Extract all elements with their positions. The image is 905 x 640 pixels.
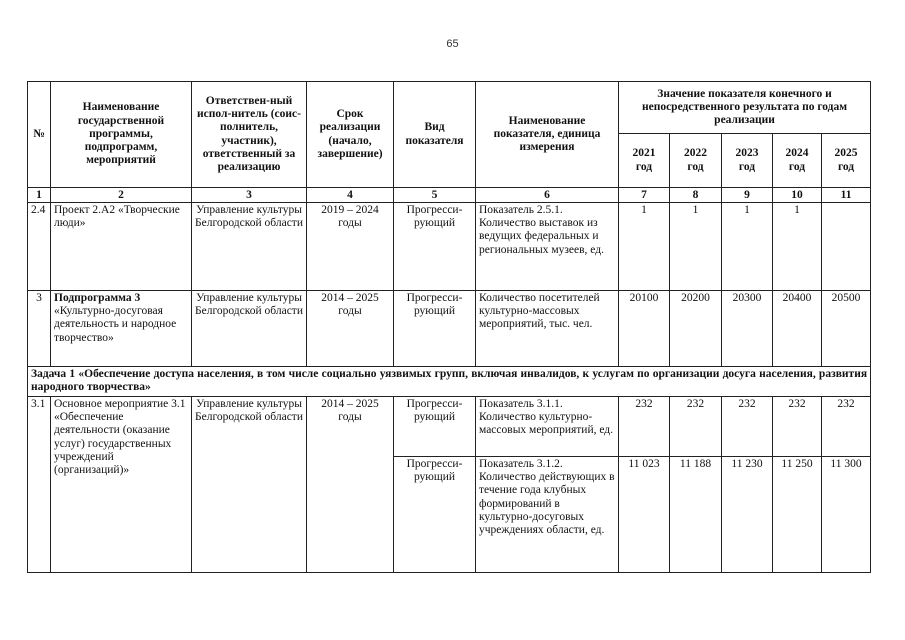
value-2024: 11 250 xyxy=(773,457,822,573)
table-row xyxy=(28,397,871,457)
task-description: Задача 1 «Обеспечение доступа населения, в том числе социально уязвимых групп, включая инвалидов, к услугам по организации досуга населения, развития народного творчества» xyxy=(28,367,871,397)
column-number: 4 xyxy=(307,188,394,203)
indicator-type: Прогресси-рующий xyxy=(394,397,476,457)
value-2025: 11 300 xyxy=(822,457,871,573)
header-name: Наименование государственной программы, подпрограмм, мероприятий xyxy=(51,82,192,188)
header-indicator: Наименование показателя, единица измерения xyxy=(476,82,619,188)
value-2022: 1 xyxy=(670,203,722,291)
header-year-2023: 2023 год xyxy=(722,134,773,188)
subprogram-name: «Культурно-досуговая деятельность и народное творчество» xyxy=(54,305,177,344)
column-number: 5 xyxy=(394,188,476,203)
measure-name xyxy=(51,291,192,367)
header-year-2021: 2021 год xyxy=(619,134,670,188)
indicator-type: Прогресси-рующий xyxy=(394,457,476,573)
value-2025: 232 xyxy=(822,397,871,457)
indicator-name: Показатель 3.1.1. Количество культурно-массовых мероприятий, ед. xyxy=(476,397,619,457)
value-2023: 20300 xyxy=(722,291,773,367)
column-number: 3 xyxy=(192,188,307,203)
column-number: 8 xyxy=(670,188,722,203)
row-number: 3 xyxy=(28,291,51,367)
value-2022: 232 xyxy=(670,397,722,457)
value-2023: 232 xyxy=(722,397,773,457)
implementation-term: 2014 – 2025 годы xyxy=(307,291,394,367)
header-year-2024: 2024 год xyxy=(773,134,822,188)
indicators-table xyxy=(27,81,871,573)
task-row xyxy=(28,367,871,397)
value-2025: 20500 xyxy=(822,291,871,367)
column-number: 1 xyxy=(28,188,51,203)
column-number: 9 xyxy=(722,188,773,203)
value-2023: 1 xyxy=(722,203,773,291)
value-2024: 20400 xyxy=(773,291,822,367)
header-responsible: Ответствен-ный испол-нитель (соис-полнитель, участник), ответственный за реализацию xyxy=(192,82,307,188)
value-2022: 20200 xyxy=(670,291,722,367)
header-year-2022: 2022 год xyxy=(670,134,722,188)
column-number: 7 xyxy=(619,188,670,203)
column-number: 6 xyxy=(476,188,619,203)
indicator-name: Количество посетителей культурно-массовых мероприятий, тыс. чел. xyxy=(476,291,619,367)
column-number: 11 xyxy=(822,188,871,203)
value-2021: 20100 xyxy=(619,291,670,367)
indicator-name: Показатель 3.1.2. Количество действующих в течение года клубных формирований в культурно-досуговых учреждениях области, ед. xyxy=(476,457,619,573)
header-year-2025: 2025 год xyxy=(822,134,871,188)
responsible-executor: Управление культуры Белгородской области xyxy=(192,291,307,367)
value-2023: 11 230 xyxy=(722,457,773,573)
value-2024: 232 xyxy=(773,397,822,457)
responsible-executor: Управление культуры Белгородской области xyxy=(192,397,307,573)
responsible-executor: Управление культуры Белгородской области xyxy=(192,203,307,291)
column-number: 10 xyxy=(773,188,822,203)
value-2024: 1 xyxy=(773,203,822,291)
value-2021: 11 023 xyxy=(619,457,670,573)
column-numbers-row xyxy=(28,188,871,203)
value-2022: 11 188 xyxy=(670,457,722,573)
table-row xyxy=(28,291,871,367)
subprogram-title: Подпрограмма 3 xyxy=(54,292,141,304)
row-number: 3.1 xyxy=(28,397,51,573)
implementation-term: 2014 – 2025 годы xyxy=(307,397,394,573)
implementation-term: 2019 – 2024 годы xyxy=(307,203,394,291)
header-no: № xyxy=(28,82,51,188)
column-number: 2 xyxy=(51,188,192,203)
row-number: 2.4 xyxy=(28,203,51,291)
value-2021: 232 xyxy=(619,397,670,457)
page-number: 65 xyxy=(446,38,459,50)
indicator-type: Прогресси-рующий xyxy=(394,203,476,291)
measure-name: Проект 2.А2 «Творческие люди» xyxy=(51,203,192,291)
indicator-type: Прогресси-рующий xyxy=(394,291,476,367)
indicator-name: Показатель 2.5.1. Количество выставок из ведущих федеральных и региональных музеев, ед. xyxy=(476,203,619,291)
measure-name: Основное мероприятие 3.1 «Обеспечение деятельности (оказание услуг) государственных учреждений (организаций)» xyxy=(51,397,192,573)
value-2025 xyxy=(822,203,871,291)
header-type: Вид показателя xyxy=(394,82,476,188)
header-term: Срок реализации (начало, завершение) xyxy=(307,82,394,188)
value-2021: 1 xyxy=(619,203,670,291)
table-row xyxy=(28,203,871,291)
header-values: Значение показателя конечного и непосредственного результата по годам реализации xyxy=(619,82,871,134)
